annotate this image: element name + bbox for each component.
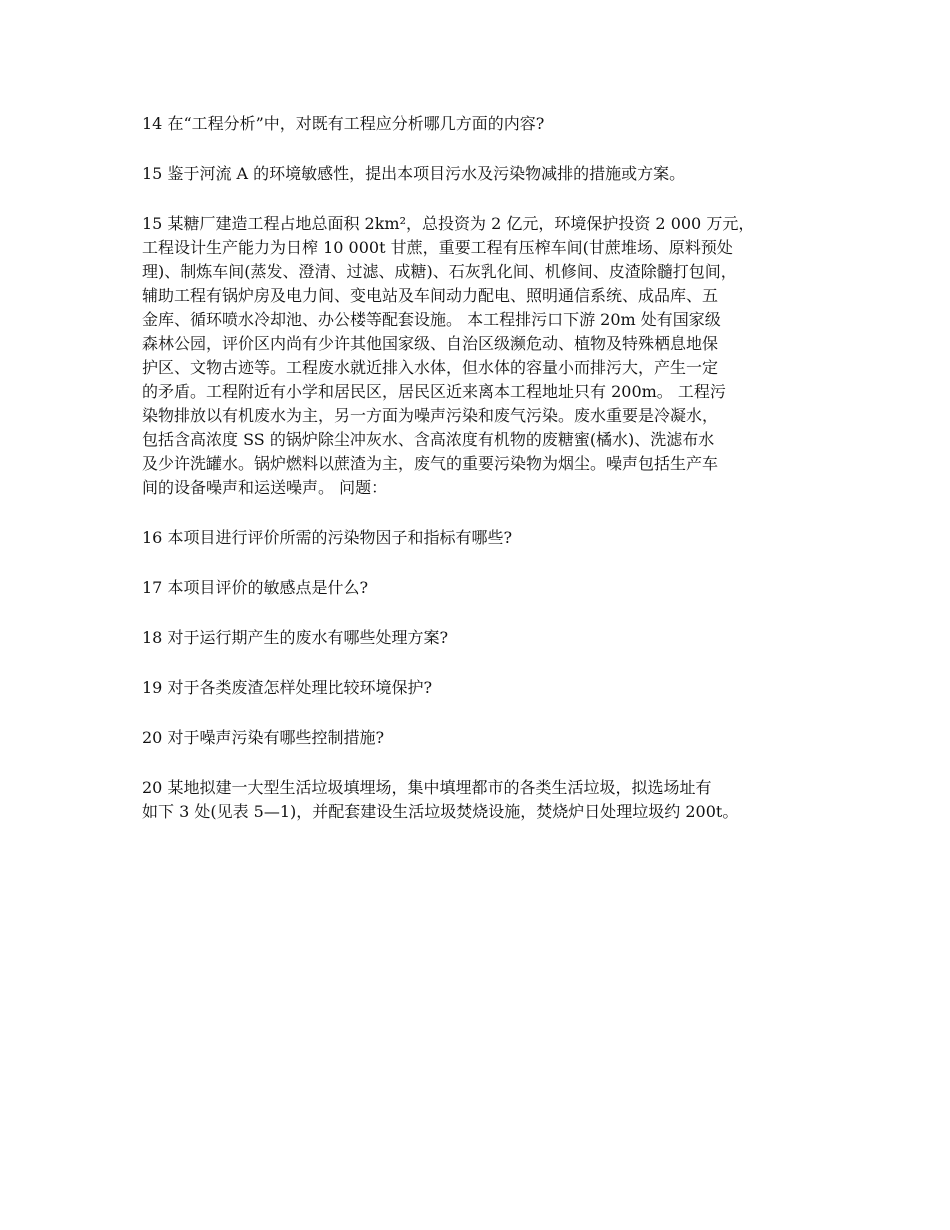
text-line: 染物排放以有机废水为主，另一方面为噪声污染和废气污染。废水重要是冷凝水， (142, 406, 719, 425)
text-line: 16 本项目进行评价所需的污染物因子和指标有哪些? (142, 528, 513, 547)
text-line: 间的设备噪声和运送噪声。 问题： (142, 478, 388, 497)
text-line: 理)、制炼车间(蒸发、澄清、过滤、成糖)、石灰乳化间、机修间、皮渣除髓打包间， (142, 262, 737, 281)
text-line: 及少许洗罐水。锅炉燃料以蔗渣为主，废气的重要污染物为烟尘。噪声包括生产车 (142, 454, 719, 473)
question-20 (142, 726, 822, 750)
text-line: 14 在“工程分析”中，对既有工程应分析哪几方面的内容? (142, 114, 545, 133)
text-line: 金库、循环喷水冷却池、办公楼等配套设施。 本工程排污口下游 20m 处有国家级 (142, 310, 721, 329)
question-17 (142, 576, 822, 600)
text-line: 19 对于各类废渣怎样处理比较环境保护? (142, 678, 433, 697)
text-line: 20 某地拟建一大型生活垃圾填埋场，集中填埋都市的各类生活垃圾，拟选场址有 (142, 778, 712, 797)
question-15 (142, 162, 822, 186)
case-20-description (142, 776, 822, 824)
case-15-description (142, 212, 822, 500)
text-line: 15 鉴于河流 A 的环境敏感性，提出本项目污水及污染物减排的措施或方案。 (142, 164, 686, 183)
question-18 (142, 626, 822, 650)
text-line: 18 对于运行期产生的废水有哪些处理方案? (142, 628, 449, 647)
question-19 (142, 676, 822, 700)
text-line: 包括含高浓度 SS 的锅炉除尘冲灰水、含高浓度有机物的废糖蜜(橘水)、洗滤布水 (142, 430, 715, 449)
text-line: 的矛盾。工程附近有小学和居民区，居民区近来离本工程地址只有 200m。 工程污 (142, 382, 726, 401)
text-line: 15 某糖厂建造工程占地总面积 2km²，总投资为 2 亿元，环境保护投资 2 000 万元， (142, 214, 755, 233)
text-line: 20 对于噪声污染有哪些控制措施? (142, 728, 385, 747)
document-body (142, 112, 822, 850)
text-line: 森林公园，评价区内尚有少许其他国家级、自治区级濒危动、植物及特殊栖息地保 (142, 334, 719, 353)
question-14 (142, 112, 822, 136)
text-line: 辅助工程有锅炉房及电力间、变电站及车间动力配电、照明通信系统、成品库、五 (142, 286, 719, 305)
text-line: 护区、文物古迹等。工程废水就近排入水体，但水体的容量小而排污大，产生一定 (142, 358, 719, 377)
text-line: 工程设计生产能力为日榨 10 000t 甘蔗，重要工程有压榨车间(甘蔗堆场、原料预处 (142, 238, 733, 257)
text-line: 如下 3 处(见表 5—1)，并配套建设生活垃圾焚烧设施，焚烧炉日处理垃圾约 200t。 (142, 802, 739, 821)
question-16 (142, 526, 822, 550)
text-line: 17 本项目评价的敏感点是什么? (142, 578, 369, 597)
